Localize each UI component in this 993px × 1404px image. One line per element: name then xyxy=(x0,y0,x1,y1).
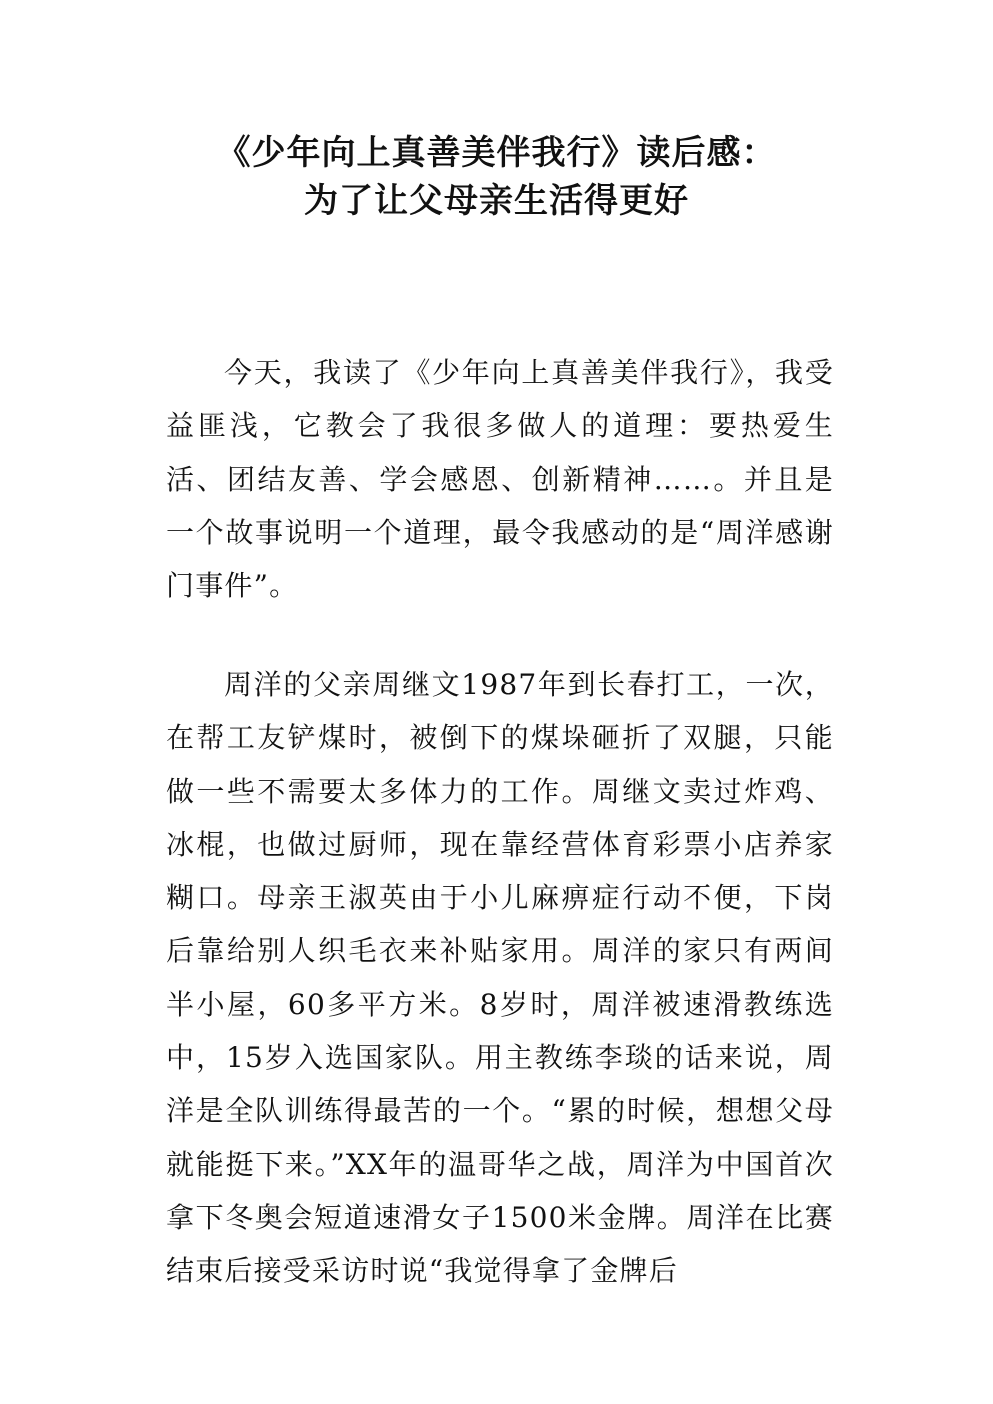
document-title-line-1: 《少年向上真善美伴我行》读后感： xyxy=(216,133,777,173)
body-paragraph-2: 周洋的父亲周继文1987年到长春打工，一次，在帮工友铲煤时，被倒下的煤垛砸折了双腿，只能做一些不需要太多体力的工作。周继文卖过炸鸡、冰棍，也做过厨师，现在靠经营体育彩票小店养家糊口。母亲王淑英由于小儿麻痹症行动不便，下岗后靠给别人织毛衣来补贴家用。周洋的家只有两间半小屋，60多平方米。8岁时，周洋被速滑教练选中，15岁入选国家队。用主教练李琰的话来说，周洋是全队训练得最苦的一个。“累的时候，想想父母就能挺下来。”XX年的温哥华之战，周洋为中国首次拿下冬奥会短道速滑女子1500米金牌。周洋在比赛结束后接受采访时说“我觉得拿了金牌后 xyxy=(166,668,834,1288)
body-paragraph-1: 今天，我读了《少年向上真善美伴我行》，我受益匪浅，它教会了我很多做人的道理：要热爱生活、团结友善、学会感恩、创新精神……。并且是一个故事说明一个道理，最令我感动的是“周洋感谢门事件”。 xyxy=(166,356,834,603)
document-title-line-2: 为了让父母亲生活得更好 xyxy=(304,181,689,221)
